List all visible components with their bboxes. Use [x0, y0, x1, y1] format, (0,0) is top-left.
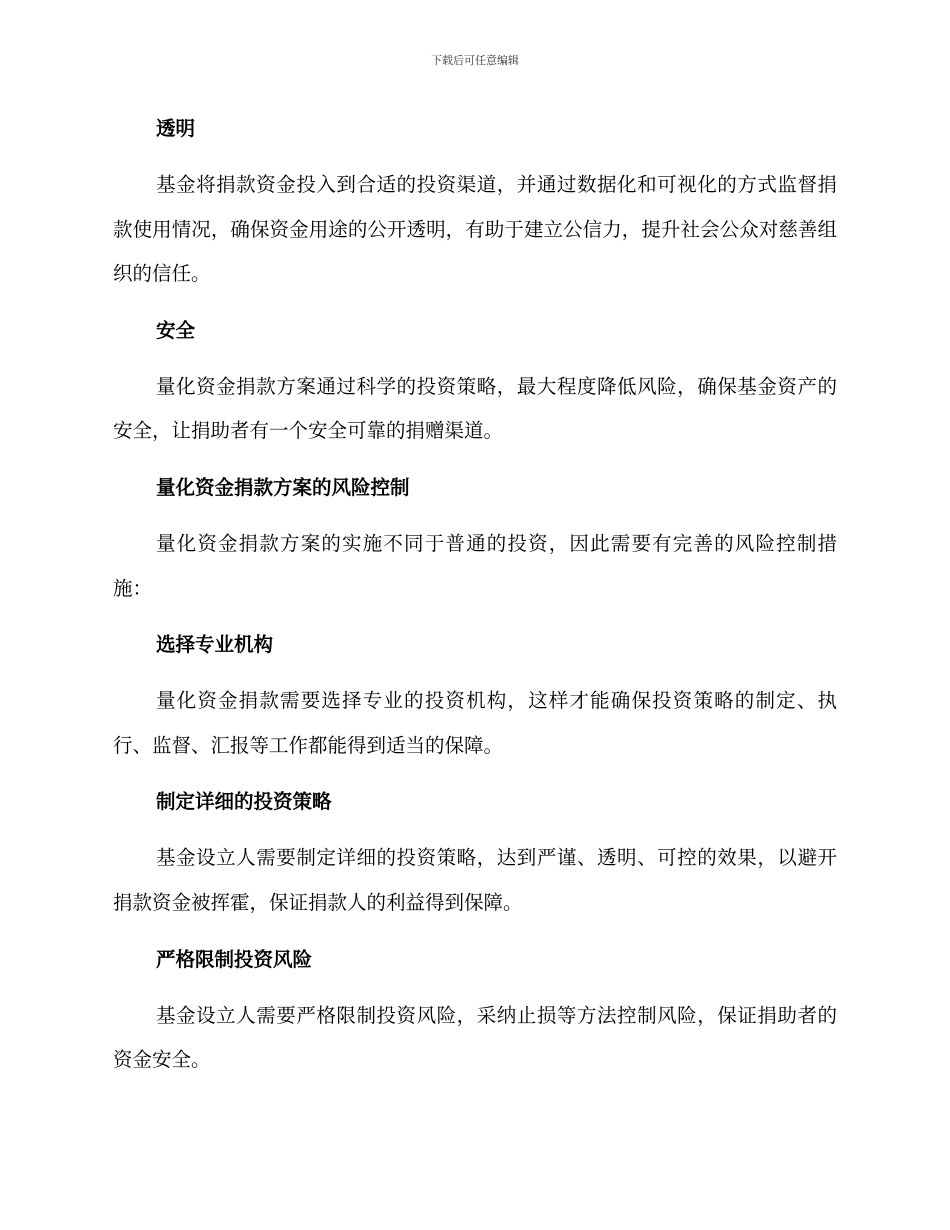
section-paragraph-investment-strategy: 基金设立人需要制定详细的投资策略，达到严谨、透明、可控的效果，以避开捐款资金被挥霍，保证捐款人的利益得到保障。	[113, 846, 837, 914]
section-heading-transparency: 透明	[156, 117, 196, 140]
section-paragraph-professional-institution: 量化资金捐款需要选择专业的投资机构，这样才能确保投资策略的制定、执行、监督、汇报等工作都能得到适当的保障。	[113, 689, 837, 757]
section-paragraph-safety: 量化资金捐款方案通过科学的投资策略，最大程度降低风险，确保基金资产的安全，让捐助者有一个安全可靠的捐赠渠道。	[113, 374, 837, 443]
document-body	[113, 110, 837, 1098]
section-paragraph-risk-control: 量化资金捐款方案的实施不同于普通的投资，因此需要有完善的风险控制措施：	[113, 531, 837, 600]
section-paragraph-transparency: 基金将捐款资金投入到合适的投资渠道，并通过数据化和可视化的方式监督捐款使用情况，确保资金用途的公开透明，有助于建立公信力，提升社会公众对慈善组织的信任。	[113, 173, 837, 286]
section-heading-investment-strategy: 制定详细的投资策略	[156, 790, 332, 814]
page-header: 下载后可任意编辑	[431, 54, 519, 67]
section-heading-risk-control: 量化资金捐款方案的风险控制	[156, 475, 410, 499]
section-heading-safety: 安全	[156, 318, 196, 342]
section-paragraph-limit-risk: 基金设立人需要严格限制投资风险，采纳止损等方法控制风险，保证捐助者的资金安全。	[113, 1003, 837, 1072]
section-heading-professional-institution: 选择专业机构	[156, 633, 274, 657]
section-heading-limit-risk: 严格限制投资风险	[156, 947, 313, 971]
